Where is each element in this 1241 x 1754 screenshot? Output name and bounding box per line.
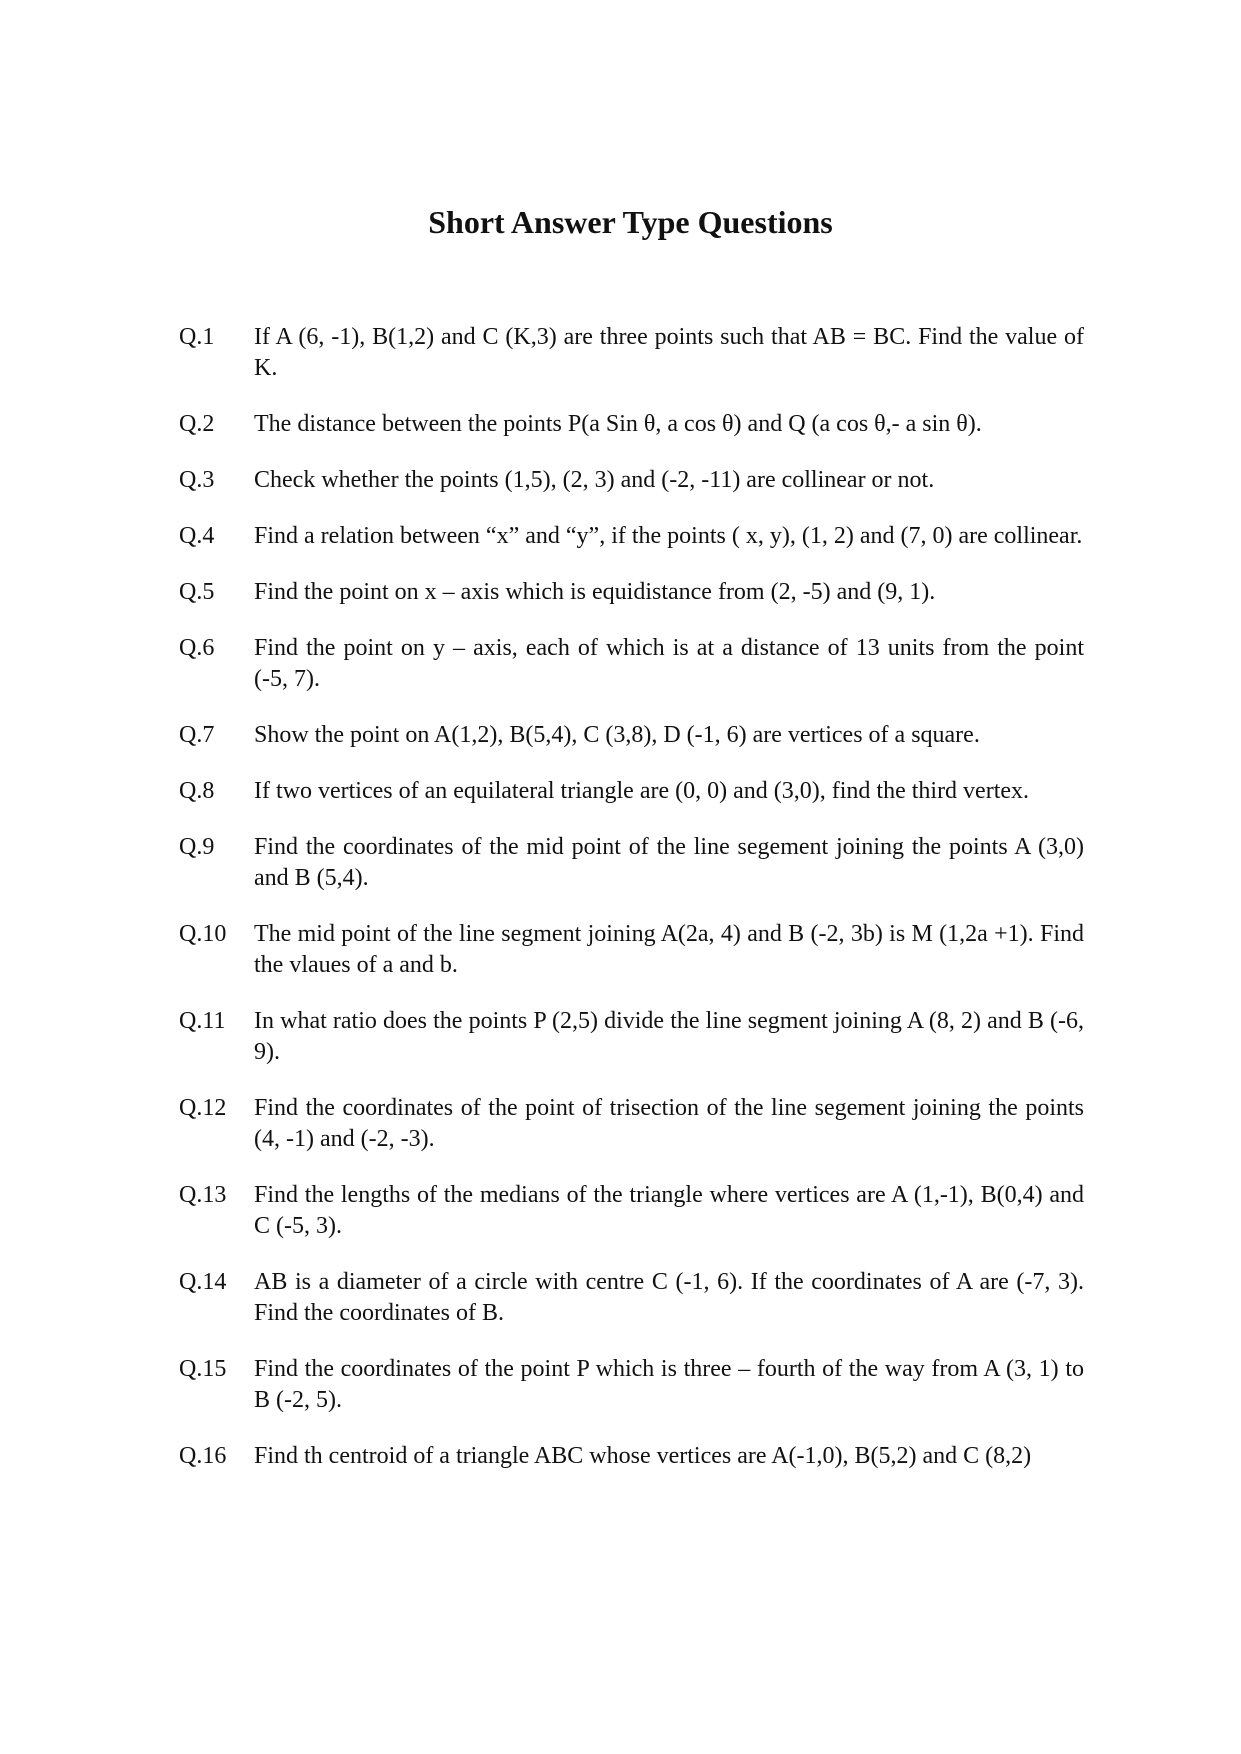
question-text: Find th centroid of a triangle ABC whose vertices are A(-1,0), B(5,2) and C (8,2) — [254, 1443, 1032, 1469]
question-item — [179, 577, 1084, 608]
question-number: Q.6 — [179, 635, 215, 661]
question-item — [179, 1006, 1084, 1068]
question-number: Q.14 — [179, 1269, 227, 1295]
question-item — [179, 1180, 1084, 1242]
question-number: Q.11 — [179, 1008, 226, 1034]
question-text: Find the coordinates of the point P which is three – fourth of the way from A (3, 1) to B (-2, 5). — [254, 1356, 1084, 1413]
question-number: Q.8 — [179, 778, 215, 804]
question-item — [179, 633, 1084, 695]
question-item — [179, 776, 1084, 807]
question-item — [179, 1267, 1084, 1329]
question-item — [179, 720, 1084, 751]
question-item — [179, 919, 1084, 981]
question-number: Q.9 — [179, 834, 215, 860]
question-item — [179, 465, 1084, 496]
question-number: Q.2 — [179, 411, 215, 437]
question-text: If two vertices of an equilateral triangle are (0, 0) and (3,0), find the third vertex. — [254, 778, 1030, 804]
question-text: Find the coordinates of the point of trisection of the line segement joining the points (4, -1) and (-2, -3). — [254, 1095, 1084, 1152]
question-item — [179, 1093, 1084, 1155]
question-number: Q.13 — [179, 1182, 227, 1208]
question-number: Q.4 — [179, 523, 215, 549]
page-title: Short Answer Type Questions — [428, 204, 833, 240]
question-item — [179, 521, 1084, 552]
question-text: Find the point on y – axis, each of which is at a distance of 13 units from the point (-5, 7). — [254, 635, 1084, 692]
question-item — [179, 1354, 1084, 1416]
question-number: Q.3 — [179, 467, 215, 493]
question-text: Find the coordinates of the mid point of the line segement joining the points A (3,0) and B (5,4). — [254, 834, 1084, 891]
question-text: The distance between the points P(a Sin θ, a cos θ) and Q (a cos θ,- a sin θ). — [254, 411, 982, 437]
question-number: Q.10 — [179, 921, 227, 947]
question-text: Check whether the points (1,5), (2, 3) and (-2, -11) are collinear or not. — [254, 467, 935, 493]
question-number: Q.7 — [179, 722, 215, 748]
question-text: Find a relation between “x” and “y”, if the points ( x, y), (1, 2) and (7, 0) are collinear. — [254, 523, 1083, 549]
question-list — [179, 322, 1084, 1497]
question-number: Q.15 — [179, 1356, 227, 1382]
question-item — [179, 322, 1084, 384]
question-text: If A (6, -1), B(1,2) and C (K,3) are three points such that AB = BC. Find the value of K. — [254, 324, 1084, 381]
question-item — [179, 409, 1084, 440]
question-text: Find the point on x – axis which is equidistance from (2, -5) and (9, 1). — [254, 579, 936, 605]
question-text: The mid point of the line segment joining A(2a, 4) and B (-2, 3b) is M (1,2a +1). Find the vlaues of a and b. — [254, 921, 1084, 978]
question-text: Show the point on A(1,2), B(5,4), C (3,8), D (-1, 6) are vertices of a square. — [254, 722, 980, 748]
question-number: Q.1 — [179, 324, 215, 350]
question-number: Q.16 — [179, 1443, 227, 1469]
question-item — [179, 1441, 1084, 1472]
question-text: AB is a diameter of a circle with centre C (-1, 6). If the coordinates of A are (-7, 3). Find the coordinates of B. — [254, 1269, 1084, 1326]
question-item — [179, 832, 1084, 894]
question-text: In what ratio does the points P (2,5) divide the line segment joining A (8, 2) and B (-6, 9). — [254, 1008, 1084, 1065]
question-number: Q.12 — [179, 1095, 227, 1121]
question-number: Q.5 — [179, 579, 215, 605]
question-text: Find the lengths of the medians of the triangle where vertices are A (1,-1), B(0,4) and C (-5, 3). — [254, 1182, 1084, 1239]
